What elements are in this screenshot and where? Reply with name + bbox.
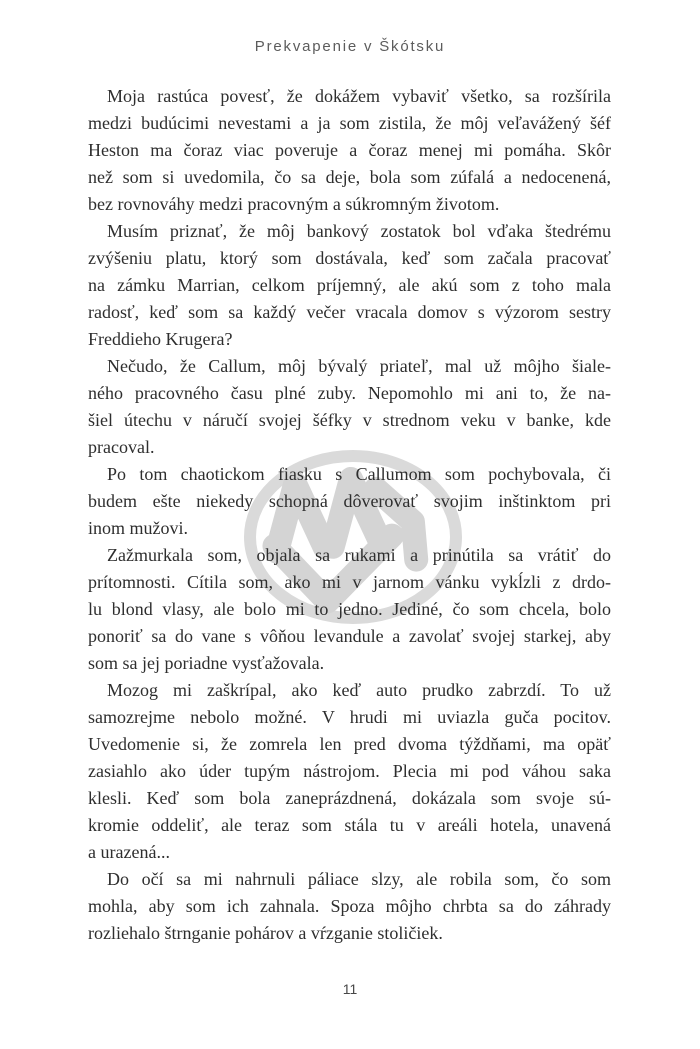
text-line: pracoval.	[88, 437, 155, 457]
text-line: na zámku Marrian, celkom príjemný, ale akú som z toho mala	[88, 275, 611, 295]
text-line: Heston ma čoraz viac poveruje a čoraz menej mi pomáha. Skôr	[88, 140, 611, 160]
text-line: zasiahlo ako úder tupým nástrojom. Plecia mi pod váhou saka	[88, 761, 611, 781]
paragraph	[88, 542, 611, 677]
text-line: lu blond vlasy, ale bolo mi to jedno. Jediné, čo som chcela, bolo	[88, 599, 611, 619]
paragraph	[88, 866, 611, 947]
text-line: Zažmurkala som, objala sa rukami a prinútila sa vrátiť do	[107, 545, 611, 565]
paragraph	[88, 353, 611, 461]
paragraph	[88, 218, 611, 353]
paragraph	[88, 461, 611, 542]
text-line: rozliehalo štrnganie pohárov a vŕzganie stoličiek.	[88, 923, 443, 943]
body-text	[88, 83, 611, 947]
page-number: 11	[342, 981, 358, 997]
text-line: ného pracovného času plné zuby. Nepomohlo mi ani to, že na-	[88, 383, 611, 403]
text-line: Nečudo, že Callum, môj bývalý priateľ, mal už môjho šiale-	[107, 356, 611, 376]
text-line: ponoriť sa do vane s vôňou levandule a zavolať svojej starkej, aby	[88, 626, 611, 646]
text-line: zvýšeniu platu, ktorý som dostávala, keď som začala pracovať	[88, 248, 611, 268]
text-line: medzi budúcimi nevestami a ja som zistila, že môj veľavážený šéf	[88, 113, 611, 133]
paragraph	[88, 677, 611, 866]
text-line: než som si uvedomila, čo sa deje, bola som zúfalá a nedocenená,	[88, 167, 611, 187]
text-line: radosť, keď som sa každý večer vracala domov s výzorom sestry	[88, 302, 611, 322]
text-line: Do očí sa mi nahrnuli páliace slzy, ale robila som, čo som	[107, 869, 611, 889]
text-line: samozrejme nebolo možné. V hrudi mi uviazla guča pocitov.	[88, 707, 611, 727]
text-line: Musím priznať, že môj bankový zostatok bol vďaka štedrému	[107, 221, 611, 241]
text-line: inom mužovi.	[88, 518, 188, 538]
text-line: kromie oddeliť, ale teraz som stála tu v areáli hotela, unavená	[88, 815, 611, 835]
paragraph	[88, 83, 611, 218]
text-line: prítomnosti. Cítila som, ako mi v jarnom vánku vykĺzli z drdo-	[88, 572, 611, 592]
running-header-title: Prekvapenie v Škótsku	[254, 38, 446, 55]
text-line: a urazená...	[88, 842, 170, 862]
text-line: som sa jej poriadne vysťažovala.	[88, 653, 325, 673]
text-line: mohla, aby som ich zahnala. Spoza môjho chrbta sa do záhrady	[88, 896, 611, 916]
text-line: klesli. Keď som bola zaneprázdnená, dokázala som svoje sú-	[88, 788, 611, 808]
text-line: bez rovnováhy medzi pracovným a súkromným životom.	[88, 194, 500, 214]
text-line: budem ešte niekedy schopná dôverovať svojim inštinktom pri	[88, 491, 611, 511]
text-line: Mozog mi zaškrípal, ako keď auto prudko zabrzdí. To už	[107, 680, 611, 700]
text-line: Uvedomenie si, že zomrela len pred dvoma týždňami, ma opäť	[88, 734, 611, 754]
text-line: Moja rastúca povesť, že dokážem vybaviť všetko, sa rozšírila	[107, 86, 611, 106]
text-line: šiel útechu v náručí svojej šéfky v strednom veku v banke, kde	[88, 410, 611, 430]
text-line: Freddieho Krugera?	[88, 329, 233, 349]
text-line: Po tom chaotickom fiasku s Callumom som pochybovala, či	[107, 464, 611, 484]
